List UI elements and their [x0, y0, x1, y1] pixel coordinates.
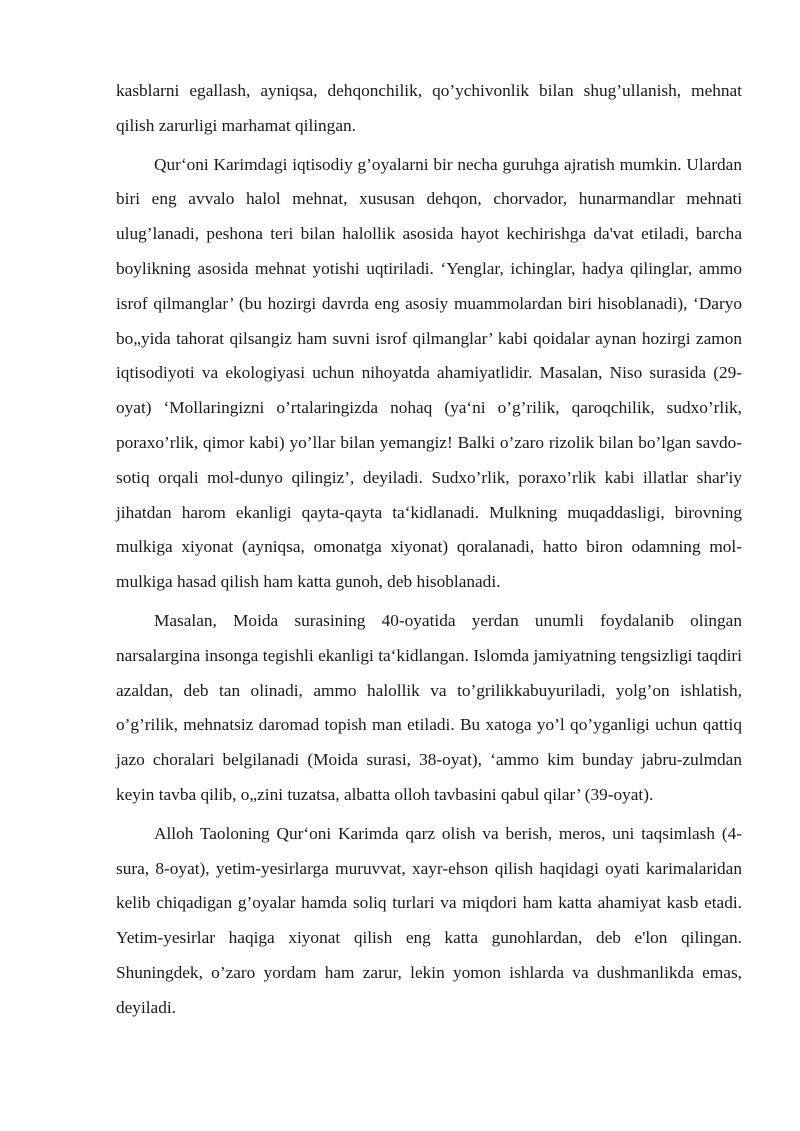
document-page — [116, 74, 742, 1026]
paragraph-1: kasblarni egallash, ayniqsa, dehqonchilik, qo’ychivonlik bilan shug’ullanish, mehnat qilish zarurligi marhamat qilingan. — [116, 81, 742, 135]
paragraph-4: Alloh Taoloning Qur‘oni Karimda qarz olish va berish, meros, uni taqsimlash (4-sura, 8-oyat), yetim-yesirlarga muruvvat, xayr-ehson qilish haqidagi oyati karimalaridan kelib chiqadigan g’oyalar hamda soliq turlari va miqdori ham katta ahamiyat kasb etadi. Yetim-yesirlar haqiga xiyonat qilish eng katta gunohlardan, deb e'lon qilingan. Shuningdek, o’zaro yordam ham zarur, lekin yomon ishlarda va dushmanlikda emas, deyiladi. — [116, 823, 742, 1017]
paragraph-3: Masalan, Moida surasining 40-oyatida yerdan unumli foydalanib olingan narsalargina insonga tegishli ekanligi ta‘kidlangan. Islomda jamiyatning tengsizligi taqdiri azaldan, deb tan olinadi, ammo halollik va to’grilikkabuyuriladi, yolg’on ishlatish, o’g’rilik, mehnatsiz daromad topish man etiladi. Bu xatoga yo’l qo’yganligi uchun qattiq jazo choralari belgilanadi (Moida surasi, 38-oyat), ‘ammo kim bunday jabru-zulmdan keyin tavba qilib, o„zini tuzatsa, albatta olloh tavbasini qabul qilar’ (39-oyat). — [116, 610, 742, 804]
paragraph-2: Qur‘oni Karimdagi iqtisodiy g’oyalarni bir necha guruhga ajratish mumkin. Ulardan biri eng avvalo halol mehnat, xususan dehqon, chorvador, hunarmandlar mehnati ulug’lanadi, peshona teri bilan halollik asosida hayot kechirishga da'vat etiladi, barcha boylikning asosida mehnat yotishi uqtiriladi. ‘Yenglar, ichinglar, hadya qilinglar, ammo isrof qilmanglar’ (bu hozirgi davrda eng asosiy muammolardan biri hisoblanadi), ‘Daryo bo„yida tahorat qilsangiz ham suvni isrof qilmanglar’ kabi qoidalar aynan hozirgi zamon iqtisodiyoti va ekologiyasi uchun nihoyatda ahamiyatlidir. Masalan, Niso surasida (29-oyat) ‘Mollaringizni o’rtalaringizda nohaq (ya‘ni o’g’rilik, qaroqchilik, sudxo’rlik, poraxo’rlik, qimor kabi) yo’llar bilan yemangiz! Balki o’zaro rizolik bilan bo’lgan savdo-sotiq orqali mol-dunyo qilingiz’, deyiladi. Sudxo’rlik, poraxo’rlik kabi illatlar shar'iy jihatdan harom ekanligi qayta-qayta ta‘kidlanadi. Mulkning muqaddasligi, birovning mulkiga xiyonat (ayniqsa, omonatga xiyonat) qoralanadi, hatto biron odamning mol-mulkiga hasad qilish ham katta gunoh, deb hisoblanadi. — [116, 154, 742, 592]
